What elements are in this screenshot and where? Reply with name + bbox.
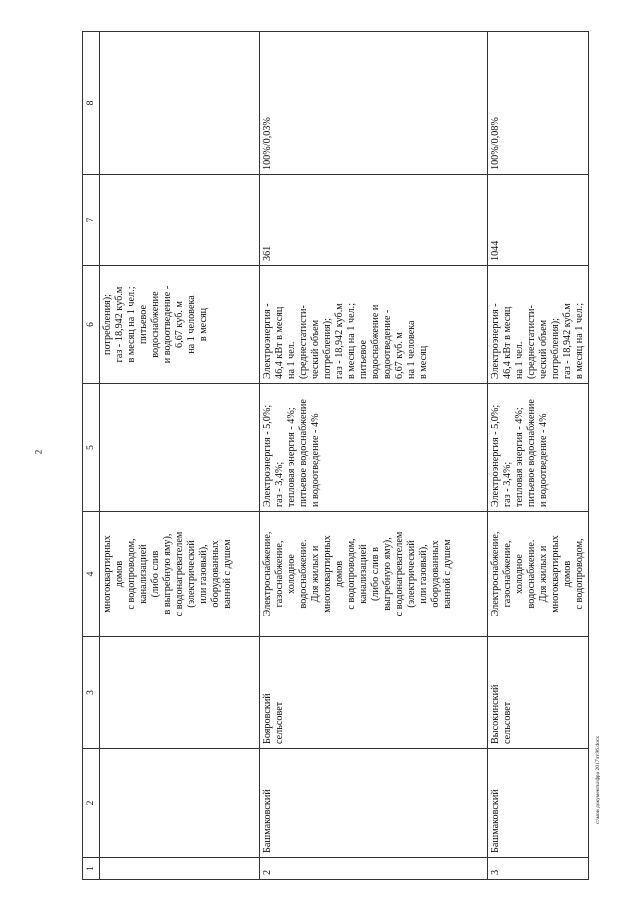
header-cell: 8 (83, 32, 100, 175)
page-number: 2 (33, 449, 44, 455)
cell-services: многоквартирных домов с водопроводом, канализацией (либо слив в выгребную яму), с водонагревателем (электрический или газовый), оборудованных ванной с душем (100, 512, 260, 637)
cell-consumption: Электроэнергия - 46,4 кВт в месяц на 1 чел. (среднестатисти- ческий объем потребления); газ - 18,942 куб.м в месяц на 1 чел.; (488, 266, 589, 384)
cell-share: 100%/0,03% (260, 32, 488, 175)
cell-share: 100%/0,08% (488, 32, 589, 175)
cell-tariff-growth: Электроэнергия - 5,0%; газ - 3,4%; тепловая энергия - 4%; питьевое водоснабжение и водоотведение - 4% (260, 384, 488, 512)
table-row (488, 32, 589, 880)
cell-consumption: потребления); газ - 18,942 куб.м в месяц на 1 чел.; питьевое водоснабжение и водоотведение - 6,67 куб. м на 1 человека в месяц (100, 266, 260, 384)
cell-district (100, 749, 260, 858)
cell-district: Башмаковский (260, 749, 488, 858)
cell-tariff-growth: Электроэнергия - 5,0%; газ - 3,4%; тепловая энергия - 4%; питьевое водоснабжение и водоотведение - 4% (488, 384, 589, 512)
cell-tariff-growth (100, 384, 260, 512)
table-row (100, 32, 260, 880)
header-row (83, 32, 100, 880)
cell-number: 3 (488, 858, 589, 880)
rotated-table-wrapper (82, 32, 585, 880)
cell-services: Электроснабжение, газоснабжение, холодное водоснабжение. Для жилых и многоквартирных домов с водопроводом, (488, 512, 589, 637)
cell-consumption: Электроэнергия - 46,4 кВт в месяц на 1 чел. (среднестатисти- ческий объем потребления); газ - 18,942 куб.м в месяц на 1 чел.; питьевое водоснабжение и водоотведение - 6,67 куб. м на 1 человека в месяц (260, 266, 488, 384)
cell-number: 2 (260, 858, 488, 880)
cell-district: Башмаковский (488, 749, 589, 858)
cell-population: 361 (260, 175, 488, 266)
cell-population: 1044 (488, 175, 589, 266)
cell-services: Электроснабжение, газоснабжение, холодное водоснабжение. Для жилых и многоквартирных домов с водопроводом, канализацией (либо слив в выгребную яму), с водонагревателем (электрический или газовый), оборудованных ванной с душем (260, 512, 488, 637)
header-cell: 7 (83, 175, 100, 266)
header-cell: 5 (83, 384, 100, 512)
cell-municipality: Высокинский сельсовет (488, 637, 589, 749)
header-cell: 3 (83, 637, 100, 749)
cell-population (100, 175, 260, 266)
table-row (260, 32, 488, 880)
cell-number (100, 858, 260, 880)
cell-municipality: Бояровский сельсовет (260, 637, 488, 749)
data-table (82, 31, 589, 880)
cell-municipality (100, 637, 260, 749)
header-cell: 4 (83, 512, 100, 637)
cell-share (100, 32, 260, 175)
table-frame (82, 32, 585, 880)
header-cell: 2 (83, 749, 100, 858)
header-cell: 6 (83, 266, 100, 384)
header-cell: 1 (83, 858, 100, 880)
footer-file-path: c:\мои документы\фра 2017\п\96.docx (595, 735, 601, 825)
